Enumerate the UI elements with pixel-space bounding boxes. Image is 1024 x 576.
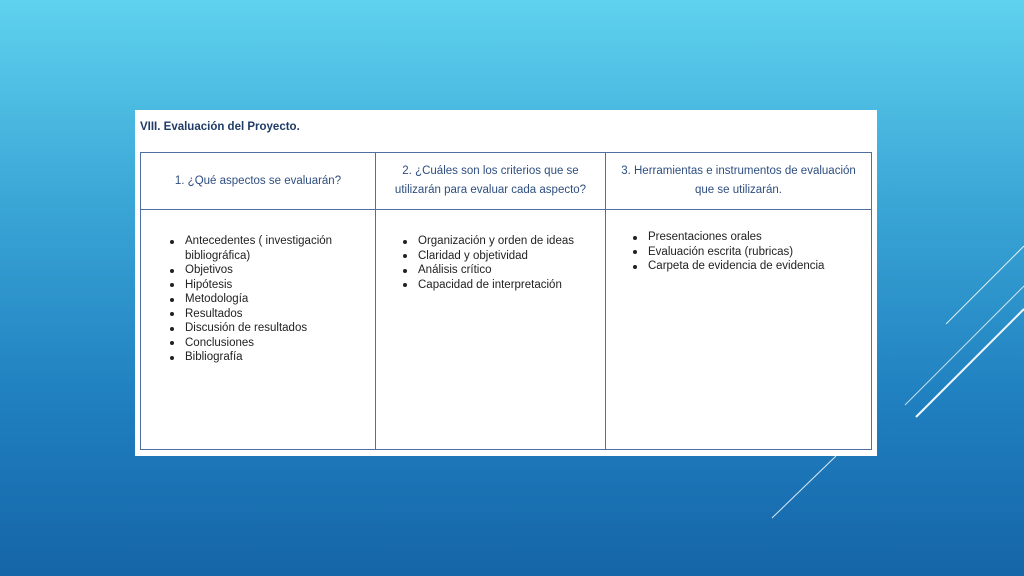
column-header-tools: 3. Herramientas e instrumentos de evaluación que se utilizarán.: [606, 153, 872, 210]
list-item: Antecedentes ( investigación bibliográfica): [167, 234, 363, 263]
decorative-line: [905, 286, 1024, 405]
decorative-line: [916, 309, 1024, 417]
column-header-aspects: 1. ¿Qué aspectos se evaluarán?: [141, 153, 376, 210]
list-item: Análisis crítico: [400, 263, 601, 278]
document-title: VIII. Evaluación del Proyecto.: [140, 121, 300, 133]
list-item: Carpeta de evidencia de evidencia: [630, 259, 867, 274]
tools-list: [630, 230, 867, 274]
aspects-list: [167, 234, 363, 365]
list-item: Discusión de resultados: [167, 321, 363, 336]
criteria-list: [400, 234, 601, 292]
tools-cell: [606, 210, 872, 450]
table-header-row: [141, 153, 872, 210]
list-item: Bibliografía: [167, 350, 363, 365]
list-item: Conclusiones: [167, 336, 363, 351]
decorative-line: [772, 456, 836, 518]
list-item: Organización y orden de ideas: [400, 234, 601, 249]
decorative-line: [946, 246, 1024, 324]
list-item: Evaluación escrita (rubricas): [630, 245, 867, 260]
list-item: Resultados: [167, 307, 363, 322]
table-body-row: [141, 210, 872, 450]
column-header-criteria: 2. ¿Cuáles son los criterios que se utilizarán para evaluar cada aspecto?: [376, 153, 606, 210]
list-item: Presentaciones orales: [630, 230, 867, 245]
list-item: Metodología: [167, 292, 363, 307]
document-image: [135, 110, 877, 456]
list-item: Objetivos: [167, 263, 363, 278]
aspects-cell: [141, 210, 376, 450]
evaluation-table: [140, 152, 872, 450]
criteria-cell: [376, 210, 606, 450]
list-item: Capacidad de interpretación: [400, 278, 601, 293]
list-item: Claridad y objetividad: [400, 249, 601, 264]
list-item: Hipótesis: [167, 278, 363, 293]
